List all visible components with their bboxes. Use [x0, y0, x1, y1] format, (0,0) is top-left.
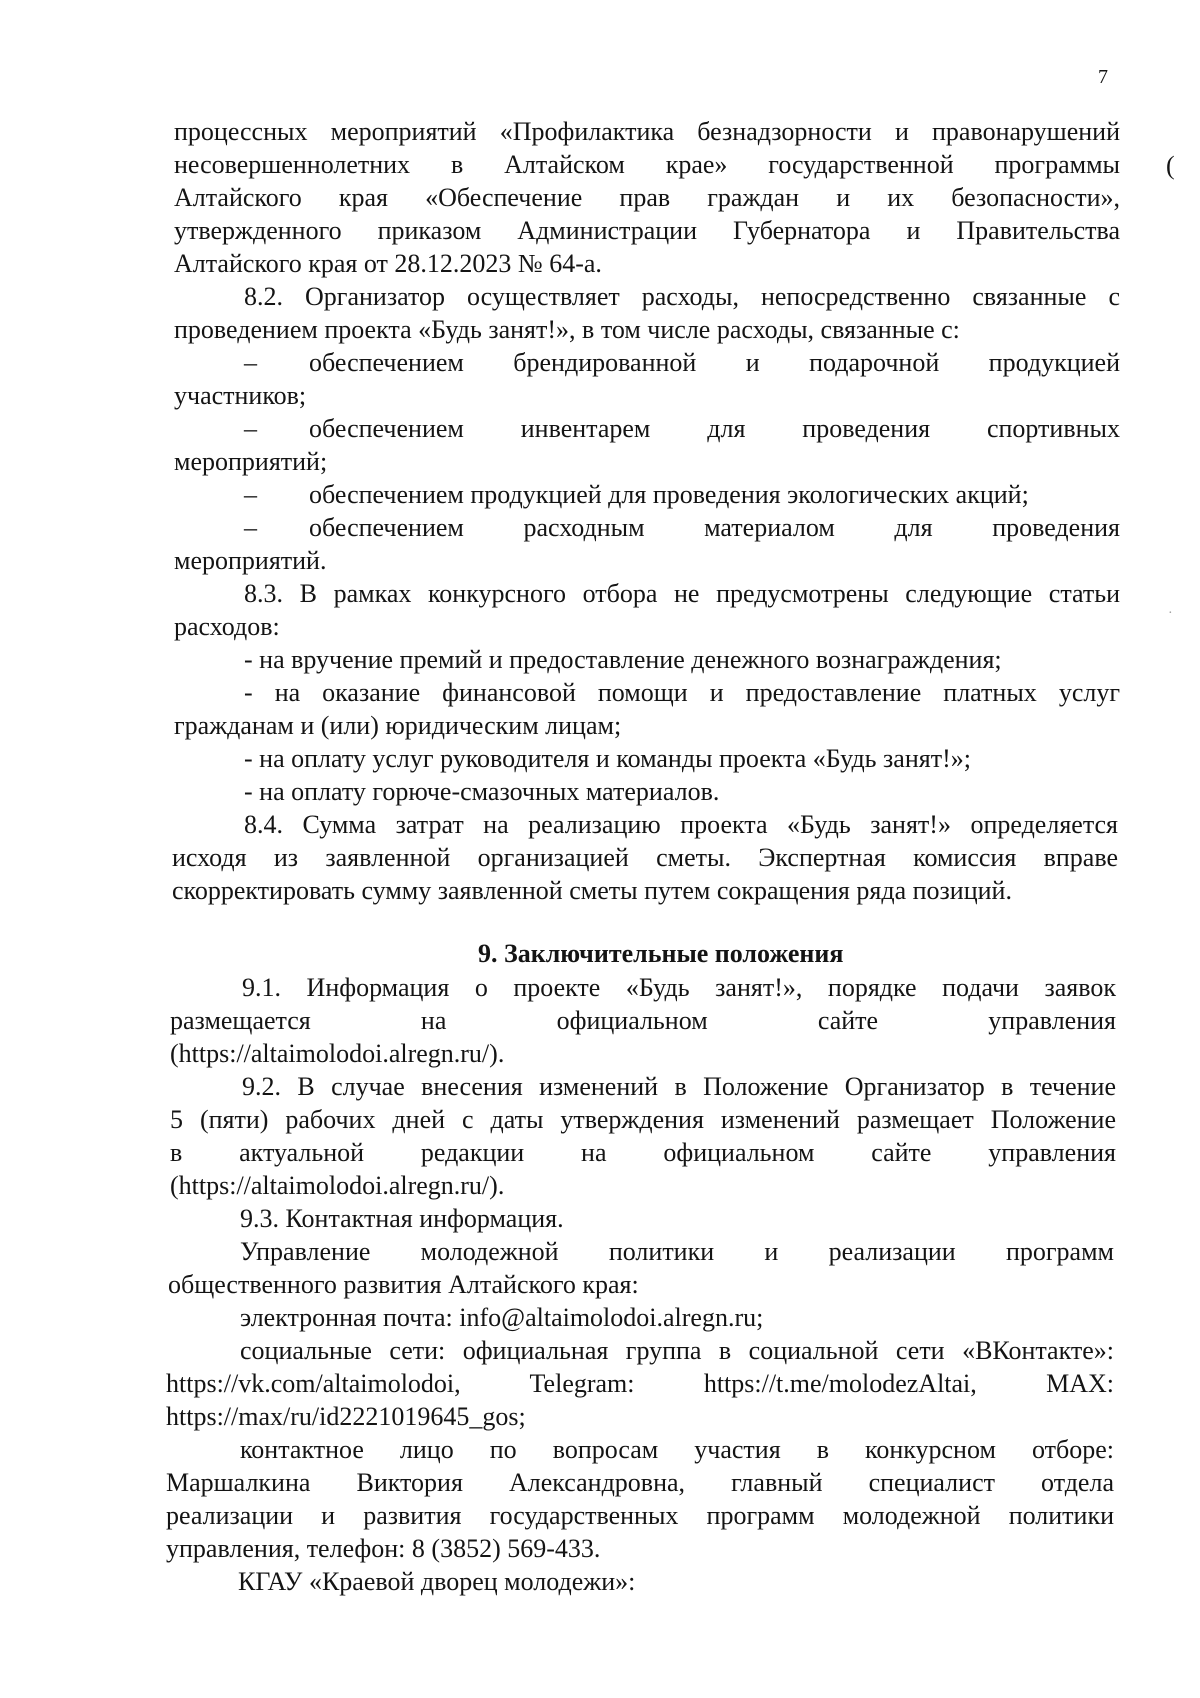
text-line: 5 (пяти) рабочих дней с даты утверждения изменений размещает Положение [170, 1105, 1116, 1134]
text-line: КГАУ «Краевой дворец молодежи»: [238, 1567, 636, 1596]
list-item: - на оплату услуг руководителя и команды проекта «Будь занят!»; [244, 744, 971, 773]
text-line: расходов: [174, 612, 280, 641]
paragraph-8-2: 8.2. Организатор осуществляет расходы, непосредственно связанные с [244, 282, 1120, 311]
paragraph-9-2: 9.2. В случае внесения изменений в Положение Организатор в течение [242, 1072, 1116, 1101]
margin-scan-mark: ( [1166, 151, 1175, 180]
text-line: мероприятий; [174, 447, 328, 476]
text-line: гражданам и (или) юридическим лицам; [174, 711, 622, 740]
link-text: (https://altaimolodoi.alregn.ru/). [170, 1039, 505, 1068]
paragraph-8-3: 8.3. В рамках конкурсного отбора не предусмотрены следующие статьи [244, 579, 1120, 608]
text-line: общественного развития Алтайского края: [168, 1270, 639, 1299]
paragraph-9-1: 9.1. Информация о проекте «Будь занят!», порядке подачи заявок [242, 973, 1116, 1002]
text-line: Алтайского края от 28.12.2023 № 64-а. [174, 249, 602, 278]
list-item: - на оплату горюче-смазочных материалов. [244, 777, 720, 806]
list-item: – обеспечением продукцией для проведения экологических акций; [244, 480, 1029, 509]
text-line: скорректировать сумму заявленной сметы путем сокращения ряда позиций. [172, 876, 1012, 905]
text-line: процессных мероприятий «Профилактика безнадзорности и правонарушений [174, 117, 1120, 146]
text-line: проведением проекта «Будь занят!», в том числе расходы, связанные с: [174, 315, 960, 344]
text-line: размещается на официальном сайте управления [170, 1006, 1116, 1035]
text-line: мероприятий. [174, 546, 327, 575]
link-text: (https://altaimolodoi.alregn.ru/). [170, 1171, 505, 1200]
list-item: – обеспечением брендированной и подарочной продукцией [244, 348, 1120, 377]
list-item: – обеспечением расходным материалом для проведения [244, 513, 1120, 542]
text-line: реализации и развития государственных программ молодежной политики [166, 1501, 1114, 1530]
text-line: утвержденного приказом Администрации Губернатора и Правительства [174, 216, 1120, 245]
social-links: https://vk.com/altaimolodoi, Telegram: https://t.me/molodezAltai, MAX: [166, 1369, 1114, 1398]
contact-person-line: контактное лицо по вопросам участия в конкурсном отборе: [240, 1435, 1114, 1464]
text-line: участников; [174, 381, 307, 410]
margin-scan-dot: · [1168, 606, 1173, 621]
text-line: несовершеннолетних в Алтайском крае» государственной программы [174, 150, 1120, 179]
text-line: в актуальной редакции на официальном сайте управления [170, 1138, 1116, 1167]
org-name: Управление молодежной политики и реализации программ [240, 1237, 1114, 1266]
paragraph-9-3: 9.3. Контактная информация. [240, 1204, 564, 1233]
list-item: - на оказание финансовой помощи и предоставление платных услуг [244, 678, 1120, 707]
text-line: Алтайского края «Обеспечение прав граждан и их безопасности», [174, 183, 1120, 212]
social-line: социальные сети: официальная группа в социальной сети «ВКонтакте»: [240, 1336, 1114, 1365]
list-item: – обеспечением инвентарем для проведения спортивных [244, 414, 1120, 443]
email-line: электронная почта: info@altaimolodoi.alregn.ru; [240, 1303, 764, 1332]
section-heading: 9. Заключительные положения [478, 939, 844, 968]
text-line: https://max/ru/id2221019645_gos; [166, 1402, 526, 1431]
text-line: Маршалкина Виктория Александровна, главный специалист отдела [166, 1468, 1114, 1497]
phone-line: управления, телефон: 8 (3852) 569-433. [166, 1534, 601, 1563]
list-item: - на вручение премий и предоставление денежного вознаграждения; [244, 645, 1002, 674]
paragraph-8-4: 8.4. Сумма затрат на реализацию проекта «Будь занят!» определяется [244, 810, 1118, 839]
text-line: исходя из заявленной организацией сметы. Экспертная комиссия вправе [172, 843, 1118, 872]
page-number: 7 [1098, 66, 1108, 88]
